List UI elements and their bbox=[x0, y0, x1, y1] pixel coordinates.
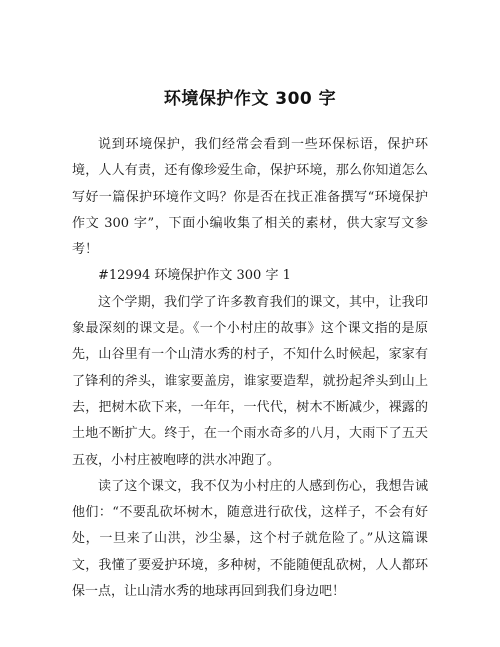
body-paragraph: 这个学期，我们学了许多教育我们的课文，其中，让我印象最深刻的课文是。《一个小村庄的故事》这个课文指的是原先，山谷里有一个山清水秀的村子，不知什么时候起，家家有了锋利的斧头，谁家要盖房，谁家要造犁，就扮起斧头到山上去，把树木砍下来，一年年，一代代，树木不断减少，裸露的土地不断扩大。终于，在一个雨水奇多的八月，大雨下了五天五夜，小村庄被咆哮的洪水冲跑了。 bbox=[72, 294, 428, 468]
document-body bbox=[72, 132, 428, 605]
document-title: 环境保护作文 300 字 bbox=[163, 89, 337, 109]
body-paragraph: 读了这个课文，我不仅为小村庄的人感到伤心，我想告诫他们：“不要乱砍坏树木，随意进行砍伐，这样子，不会有好处，一旦来了山洪，沙尘暴，这个村子就危险了。”从这篇课文，我懂了要爱护环境，多种树，不能随便乱砍树，人人都环保一点，让山清水秀的地球再回到我们身边吧！ bbox=[72, 478, 428, 600]
essay-heading: #12994 环境保护作文 300 字 1 bbox=[98, 268, 291, 284]
intro-paragraph: 说到环境保护，我们经常会看到一些环保标语，保护环境，人人有责，还有像珍爱生命，保护环境，那么你知道怎么写好一篇保护环境作文吗？你是否在找正准备撰写“环境保护作文 300 字”，下面小编收集了相关的素材，供大家写文参考！ bbox=[72, 137, 428, 258]
